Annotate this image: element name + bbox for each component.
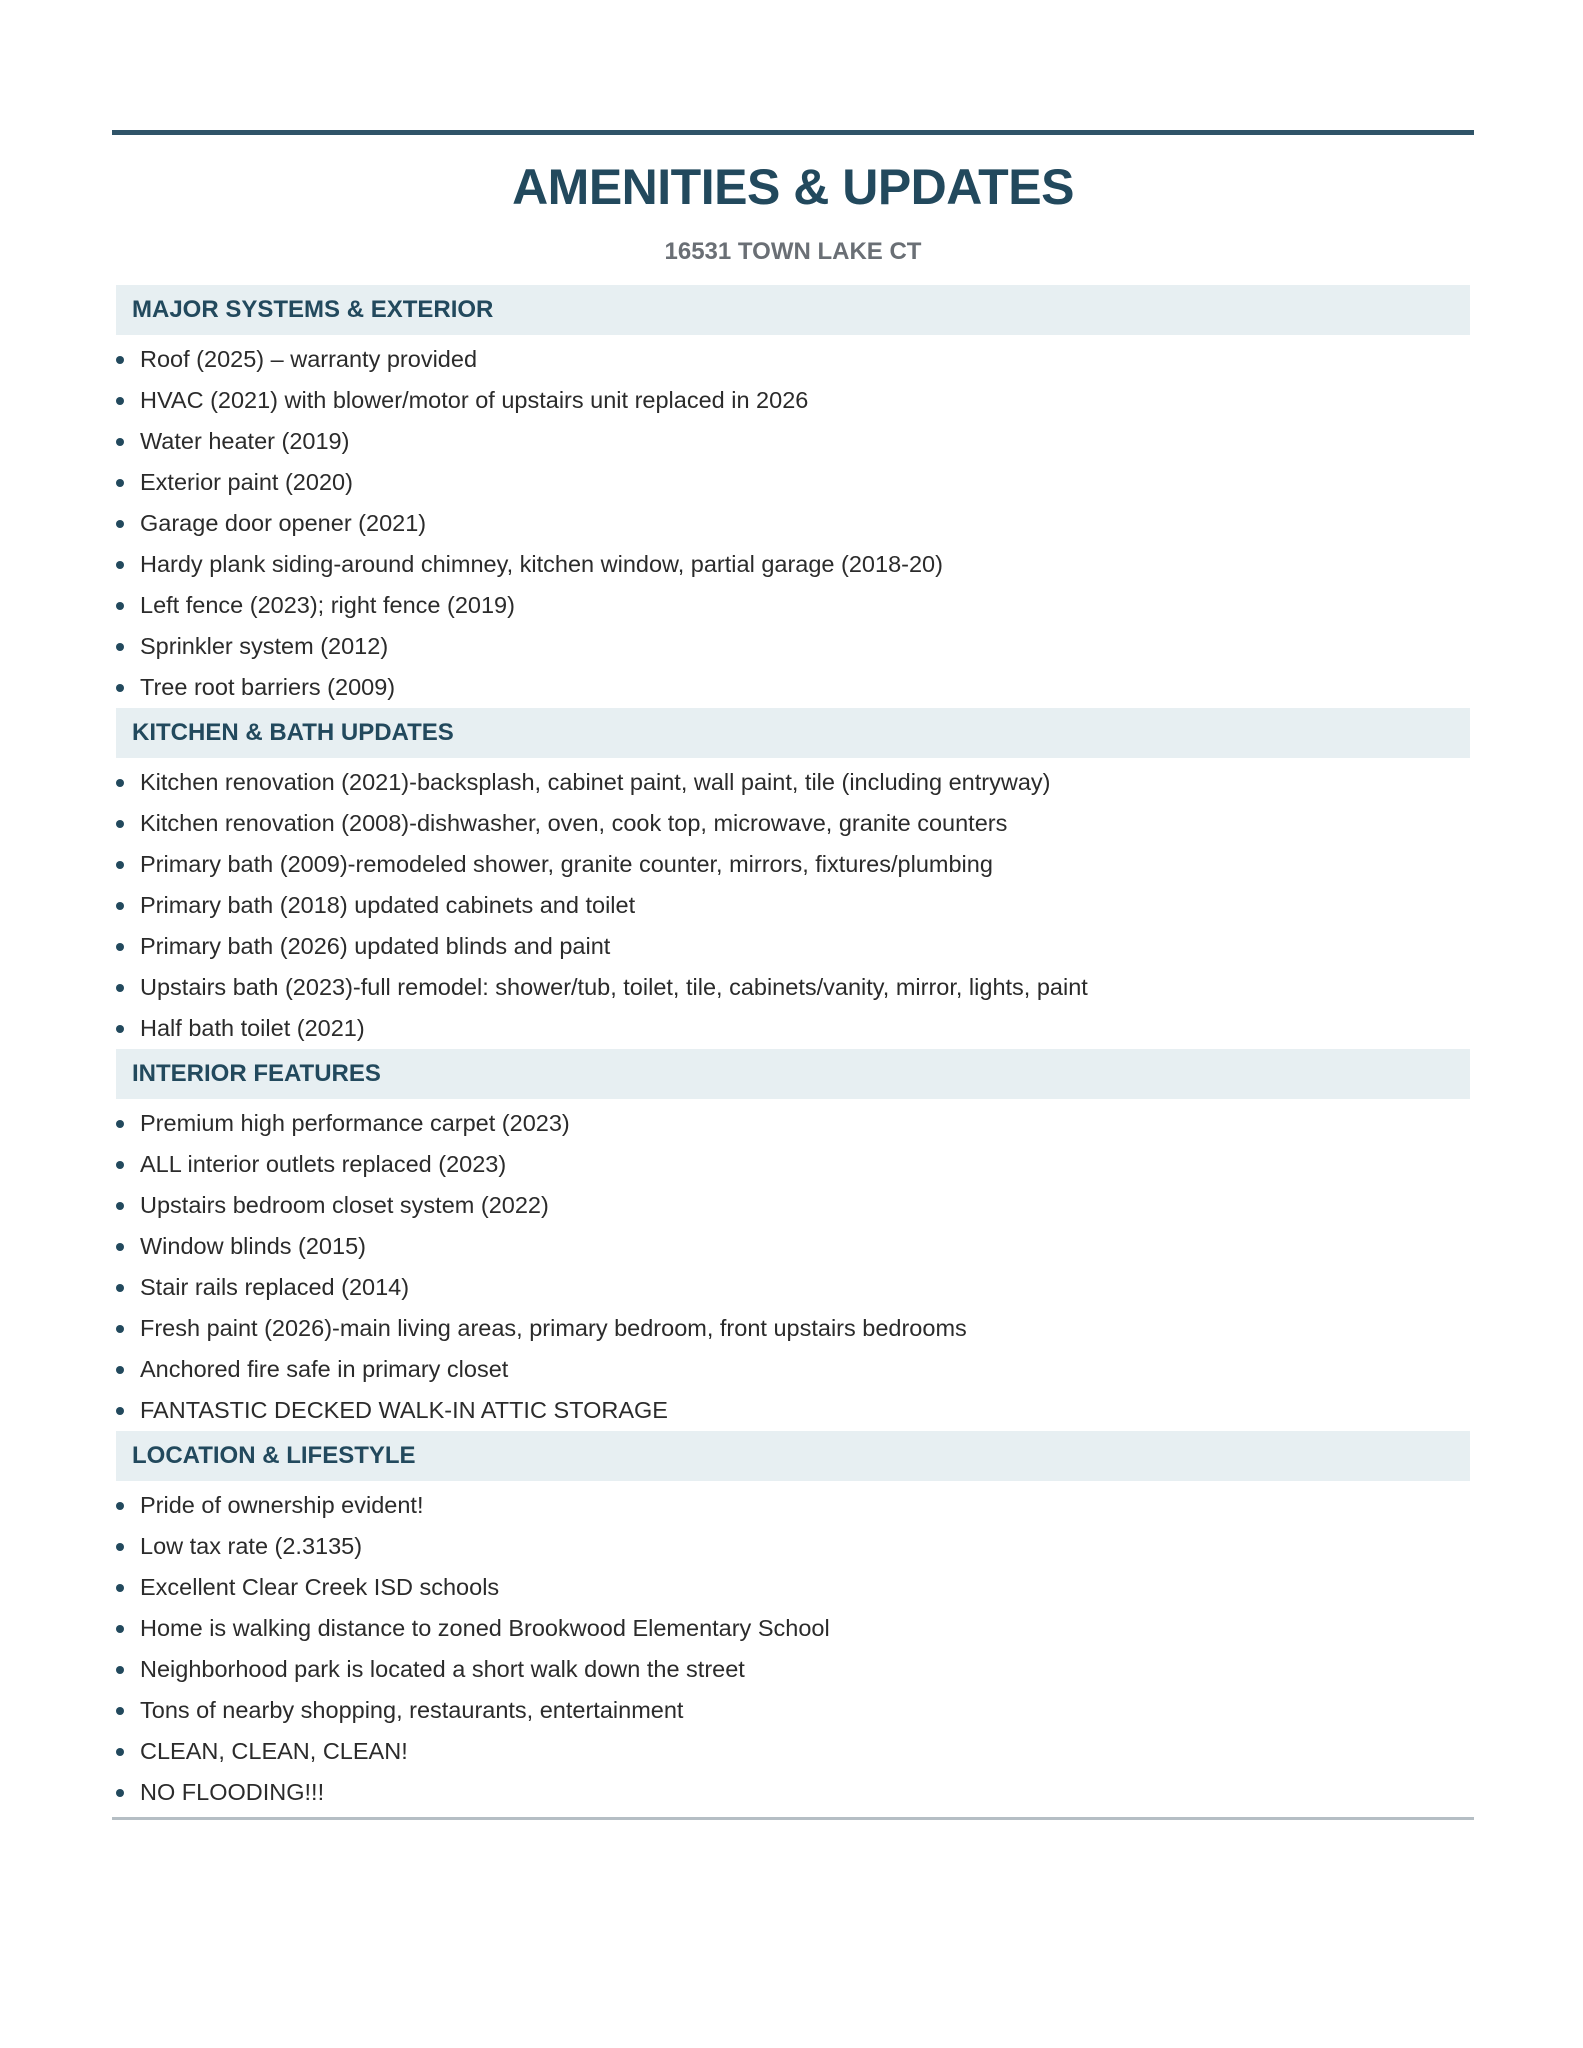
list-item [112,462,1474,503]
section [112,1431,1474,1813]
list-item-text: Window blinds (2015) [140,1233,366,1259]
list-item [112,844,1474,885]
list-item [112,626,1474,667]
list-item [112,967,1474,1008]
bullet-icon [116,1748,124,1756]
bullet-icon [116,1584,124,1592]
list-item-text: Tree root barriers (2009) [140,674,396,700]
section [112,708,1474,1049]
bullet-icon [116,1407,124,1415]
list-item [112,503,1474,544]
list-item-text: Primary bath (2018) updated cabinets and toilet [140,892,636,918]
list-item-text: Water heater (2019) [140,428,350,454]
list-item [112,1308,1474,1349]
bullet-icon [116,356,124,364]
bullet-icon [116,1789,124,1797]
list-item-text: Upstairs bath (2023)-full remodel: shower/tub, toilet, tile, cabinets/vanity, mirror, lights, paint [140,974,1088,1000]
bullet-icon [116,820,124,828]
section-heading: LOCATION & LIFESTYLE [116,1431,1470,1481]
list-item [112,1390,1474,1431]
list-item [112,1144,1474,1185]
list-item-text: Anchored fire safe in primary closet [140,1356,509,1382]
list-item-text: Home is walking distance to zoned Brookwood Elementary School [140,1615,830,1641]
list-item [112,585,1474,626]
list-item-text: Stair rails replaced (2014) [140,1274,410,1300]
list-item-text: Tons of nearby shopping, restaurants, entertainment [140,1697,684,1723]
list-item [112,544,1474,585]
list-item-text: Sprinkler system (2012) [140,633,389,659]
list-item-text: Premium high performance carpet (2023) [140,1110,570,1136]
bullet-icon [116,1666,124,1674]
list-item-text: CLEAN, CLEAN, CLEAN! [140,1738,408,1764]
list-item [112,1267,1474,1308]
list-item-text: Fresh paint (2026)-main living areas, primary bedroom, front upstairs bedrooms [140,1315,967,1341]
list-item-text: HVAC (2021) with blower/motor of upstairs unit replaced in 2026 [140,387,809,413]
bullet-icon [116,438,124,446]
list-item [112,885,1474,926]
top-divider [112,130,1474,135]
bullet-icon [116,1284,124,1292]
list-item [112,1567,1474,1608]
list-item [112,1731,1474,1772]
list-item [112,1649,1474,1690]
bullet-icon [116,1025,124,1033]
bullet-list [112,758,1474,1049]
list-item [112,380,1474,421]
bullet-list [112,1481,1474,1813]
list-item-text: Neighborhood park is located a short walk down the street [140,1656,745,1682]
bullet-icon [116,561,124,569]
list-item-text: Left fence (2023); right fence (2019) [140,592,515,618]
list-item-text: Pride of ownership evident! [140,1492,424,1518]
list-item [112,1103,1474,1144]
bottom-divider [112,1817,1474,1820]
section-heading: MAJOR SYSTEMS & EXTERIOR [116,285,1470,335]
bullet-icon [116,861,124,869]
bullet-icon [116,643,124,651]
document-page [112,130,1474,1820]
bullet-icon [116,984,124,992]
bullet-icon [116,1543,124,1551]
bullet-icon [116,1707,124,1715]
bullet-icon [116,1366,124,1374]
list-item-text: Kitchen renovation (2021)-backsplash, cabinet paint, wall paint, tile (including entryway) [140,769,1051,795]
list-item-text: Primary bath (2009)-remodeled shower, granite counter, mirrors, fixtures/plumbing [140,851,993,877]
list-item [112,667,1474,708]
property-address: 16531 TOWN LAKE CT [664,238,922,265]
list-item-text: Exterior paint (2020) [140,469,353,495]
bullet-icon [116,902,124,910]
bullet-icon [116,520,124,528]
list-item-text: Hardy plank siding-around chimney, kitchen window, partial garage (2018-20) [140,551,943,577]
bullet-icon [116,684,124,692]
list-item-text: Low tax rate (2.3135) [140,1533,363,1559]
bullet-icon [116,1625,124,1633]
list-item [112,1690,1474,1731]
bullet-icon [116,397,124,405]
page-title: AMENITIES & UPDATES [512,159,1074,215]
list-item [112,1608,1474,1649]
bullet-icon [116,1243,124,1251]
list-item [112,762,1474,803]
list-item [112,1349,1474,1390]
list-item-text: ALL interior outlets replaced (2023) [140,1151,507,1177]
list-item-text: NO FLOODING!!! [140,1779,325,1805]
list-item-text: Excellent Clear Creek ISD schools [140,1574,500,1600]
list-item [112,1226,1474,1267]
bullet-list [112,335,1474,708]
list-item-text: Garage door opener (2021) [140,510,427,536]
list-item [112,339,1474,380]
bullet-icon [116,1120,124,1128]
list-item-text: Half bath toilet (2021) [140,1015,365,1041]
list-item [112,1185,1474,1226]
list-item-text: Upstairs bedroom closet system (2022) [140,1192,549,1218]
list-item [112,803,1474,844]
list-item-text: Roof (2025) – warranty provided [140,346,478,372]
sections-container [112,285,1474,1813]
list-item [112,1526,1474,1567]
list-item [112,1008,1474,1049]
section-heading: KITCHEN & BATH UPDATES [116,708,1470,758]
bullet-icon [116,1161,124,1169]
bullet-icon [116,602,124,610]
bullet-icon [116,779,124,787]
list-item-text: Primary bath (2026) updated blinds and paint [140,933,611,959]
section-heading: INTERIOR FEATURES [116,1049,1470,1099]
section [112,285,1474,708]
bullet-icon [116,1202,124,1210]
list-item [112,926,1474,967]
bullet-icon [116,1502,124,1510]
list-item [112,1772,1474,1813]
list-item [112,1485,1474,1526]
section [112,1049,1474,1431]
bullet-icon [116,943,124,951]
list-item-text: FANTASTIC DECKED WALK-IN ATTIC STORAGE [140,1397,668,1423]
list-item-text: Kitchen renovation (2008)-dishwasher, oven, cook top, microwave, granite counters [140,810,1008,836]
bullet-icon [116,479,124,487]
bullet-icon [116,1325,124,1333]
list-item [112,421,1474,462]
bullet-list [112,1099,1474,1431]
